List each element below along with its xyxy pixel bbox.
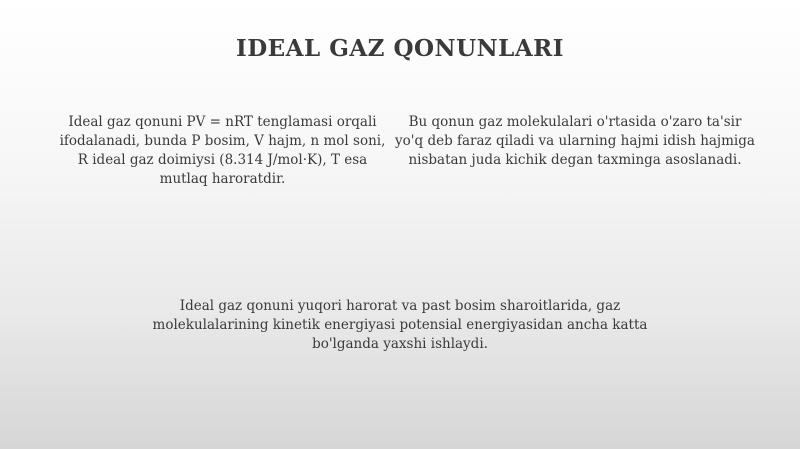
slide-title: IDEAL GAZ QONUNLARI [235,35,565,62]
bottom-paragraph: Ideal gaz qonuni yuqori harorat va past bosim sharoitlarida, gaz molekulalarining kinetik energiyasi potensial energiyasidan ancha katta bo'lganda yaxshi ishlaydi. [152,298,648,352]
left-paragraph: Ideal gaz qonuni PV = nRT tenglamasi orqali ifodalanadi, bunda P bosim, V hajm, n mol soni, R ideal gaz doimiysi (8.314 J/mol·K), T esa mutlaq haroratdir. [59,114,386,187]
right-paragraph: Bu qonun gaz molekulalari o'rtasida o'zaro ta'sir yo'q deb faraz qiladi va ularning hajmi idish hajmiga nisbatan juda kichik degan taxminga asoslanadi. [395,114,755,168]
